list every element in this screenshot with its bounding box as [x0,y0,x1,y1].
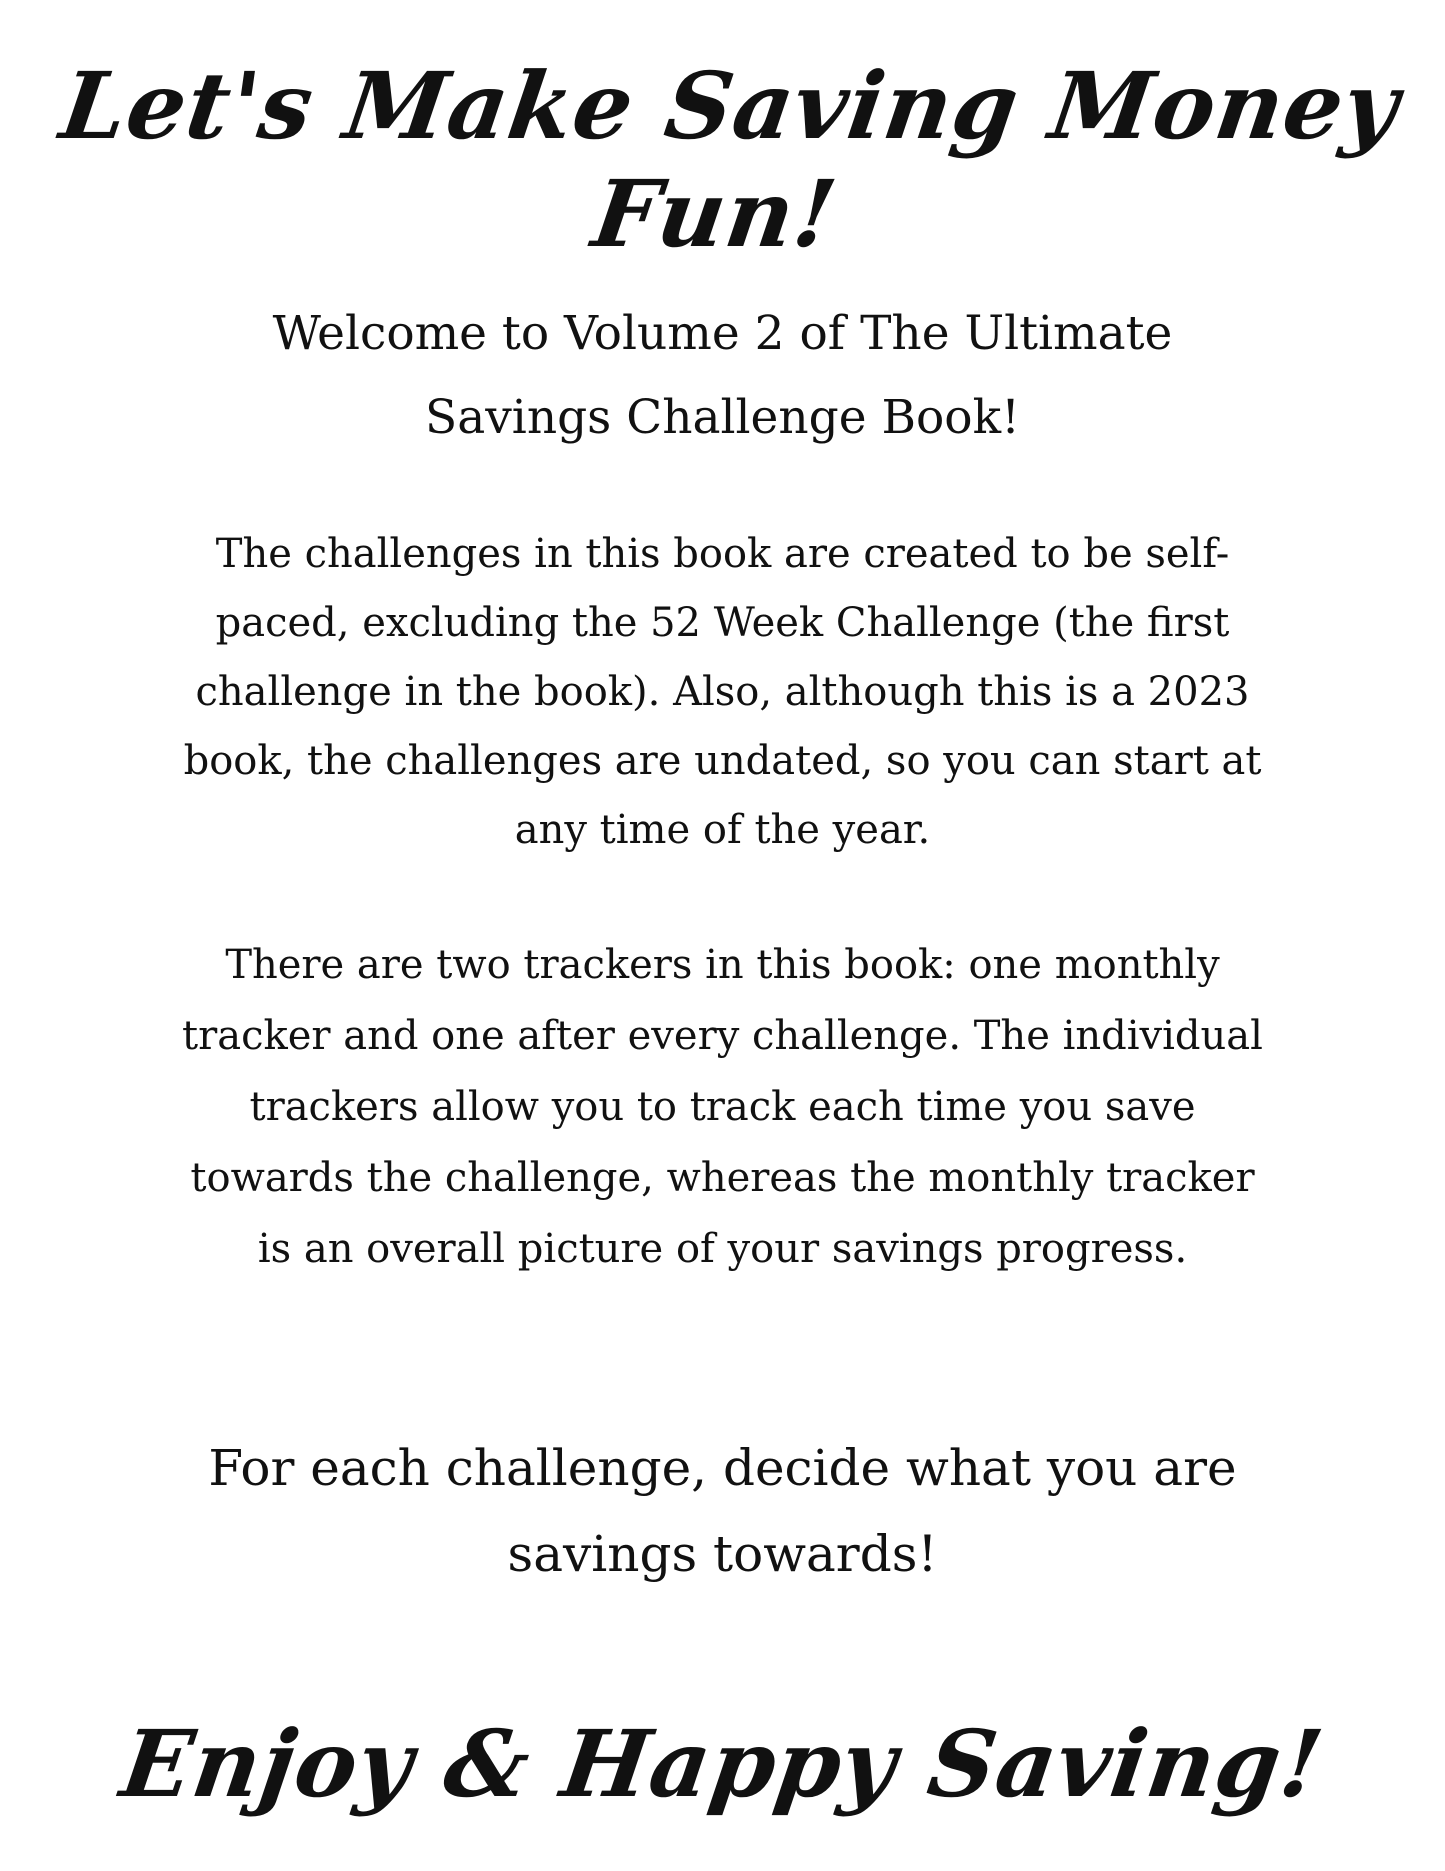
closing-paragraph: For each challenge, decide what you are savings towards! [208,1439,1237,1583]
welcome-heading: Welcome to Volume 2 of The Ultimate Savings Challenge Book! [272,306,1173,445]
trackers-paragraph: There are two trackers in this book: one monthly tracker and one after every challenge. The individual trackers allow you to track each time you save towards the challenge, whereas the monthly tracker is an overall picture of your savings progress. [182,942,1263,1272]
intro-paragraph: The challenges in this book are created to be self-paced, excluding the 52 Week Challenge (the first challenge in the book). Also, although this is a 2023 book, the challenges are undated, so you can start at any time of the year. [183,531,1262,853]
page-title: Let's Make Saving Money Fun! [54,52,1406,268]
signoff-title: Enjoy & Happy Saving! [114,1710,1331,1818]
